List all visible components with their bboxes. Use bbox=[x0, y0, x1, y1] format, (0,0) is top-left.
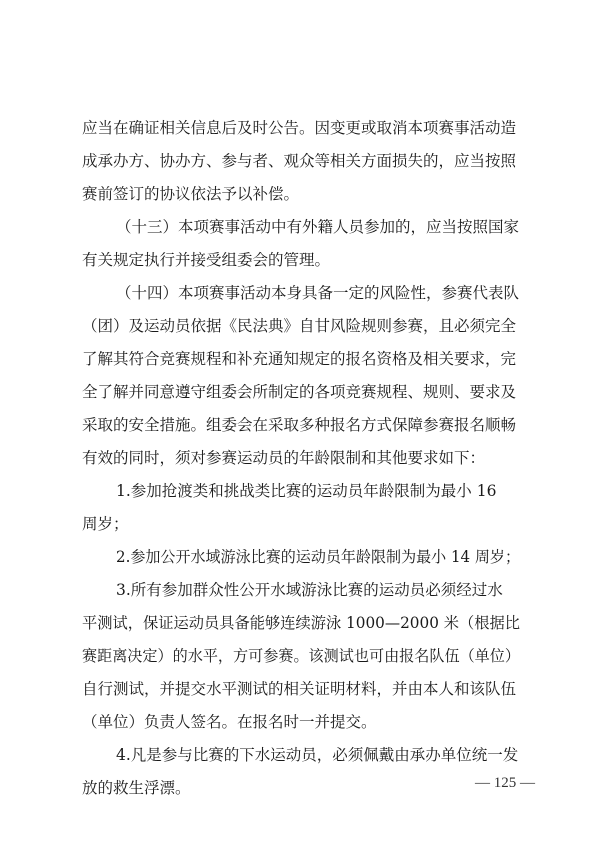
text-line: 赛距离决定）的水平，方可参赛。该测试也可由报名队伍（单位） bbox=[82, 647, 521, 665]
page-number: — 125 — bbox=[475, 775, 535, 791]
text-line: 成承办方、协办方、参与者、观众等相关方面损失的，应当按照 bbox=[82, 152, 517, 170]
text-line: 有效的同时，须对参赛运动员的年龄限制和其他要求如下： bbox=[82, 449, 486, 467]
text-line: 了解其符合竞赛规程和补充通知规定的报名资格及相关要求，完 bbox=[82, 350, 517, 368]
text-line: 4.凡是参与比赛的下水运动员，必须佩戴由承办单位统一发 bbox=[116, 746, 519, 764]
text-line: 有关规定执行并接受组委会的管理。 bbox=[82, 251, 331, 269]
text-line: （十三）本项赛事活动中有外籍人员参加的，应当按照国家 bbox=[116, 218, 520, 236]
text-line: 2.参加公开水域游泳比赛的运动员年龄限制为最小 14 周岁； bbox=[116, 548, 521, 566]
text-line: 1.参加抢渡类和挑战类比赛的运动员年龄限制为最小 16 bbox=[116, 482, 497, 500]
text-line: （十四）本项赛事活动本身具备一定的风险性，参赛代表队 bbox=[116, 284, 520, 302]
text-line: 应当在确证相关信息后及时公告。因变更或取消本项赛事活动造 bbox=[82, 119, 517, 137]
text-line: 采取的安全措施。组委会在采取多种报名方式保障参赛报名顺畅 bbox=[82, 416, 517, 434]
text-line: （单位）负责人签名。在报名时一并提交。 bbox=[82, 713, 377, 731]
text-line: 放的救生浮漂。 bbox=[82, 779, 191, 797]
text-line: 平测试，保证运动员具备能够连续游泳 1000—2000 米（根据比 bbox=[82, 614, 520, 632]
text-line: 全了解并同意遵守组委会所制定的各项竞赛规程、规则、要求及 bbox=[82, 383, 517, 401]
text-line: （团）及运动员依据《民法典》自甘风险规则参赛，且必须完全 bbox=[82, 317, 517, 335]
text-line: 自行测试，并提交水平测试的相关证明材料，并由本人和该队伍 bbox=[82, 680, 517, 698]
text-line: 赛前签订的协议依法予以补偿。 bbox=[82, 185, 300, 203]
text-line: 3.所有参加群众性公开水域游泳比赛的运动员必须经过水 bbox=[116, 581, 503, 599]
text-line: 周岁； bbox=[82, 515, 129, 533]
